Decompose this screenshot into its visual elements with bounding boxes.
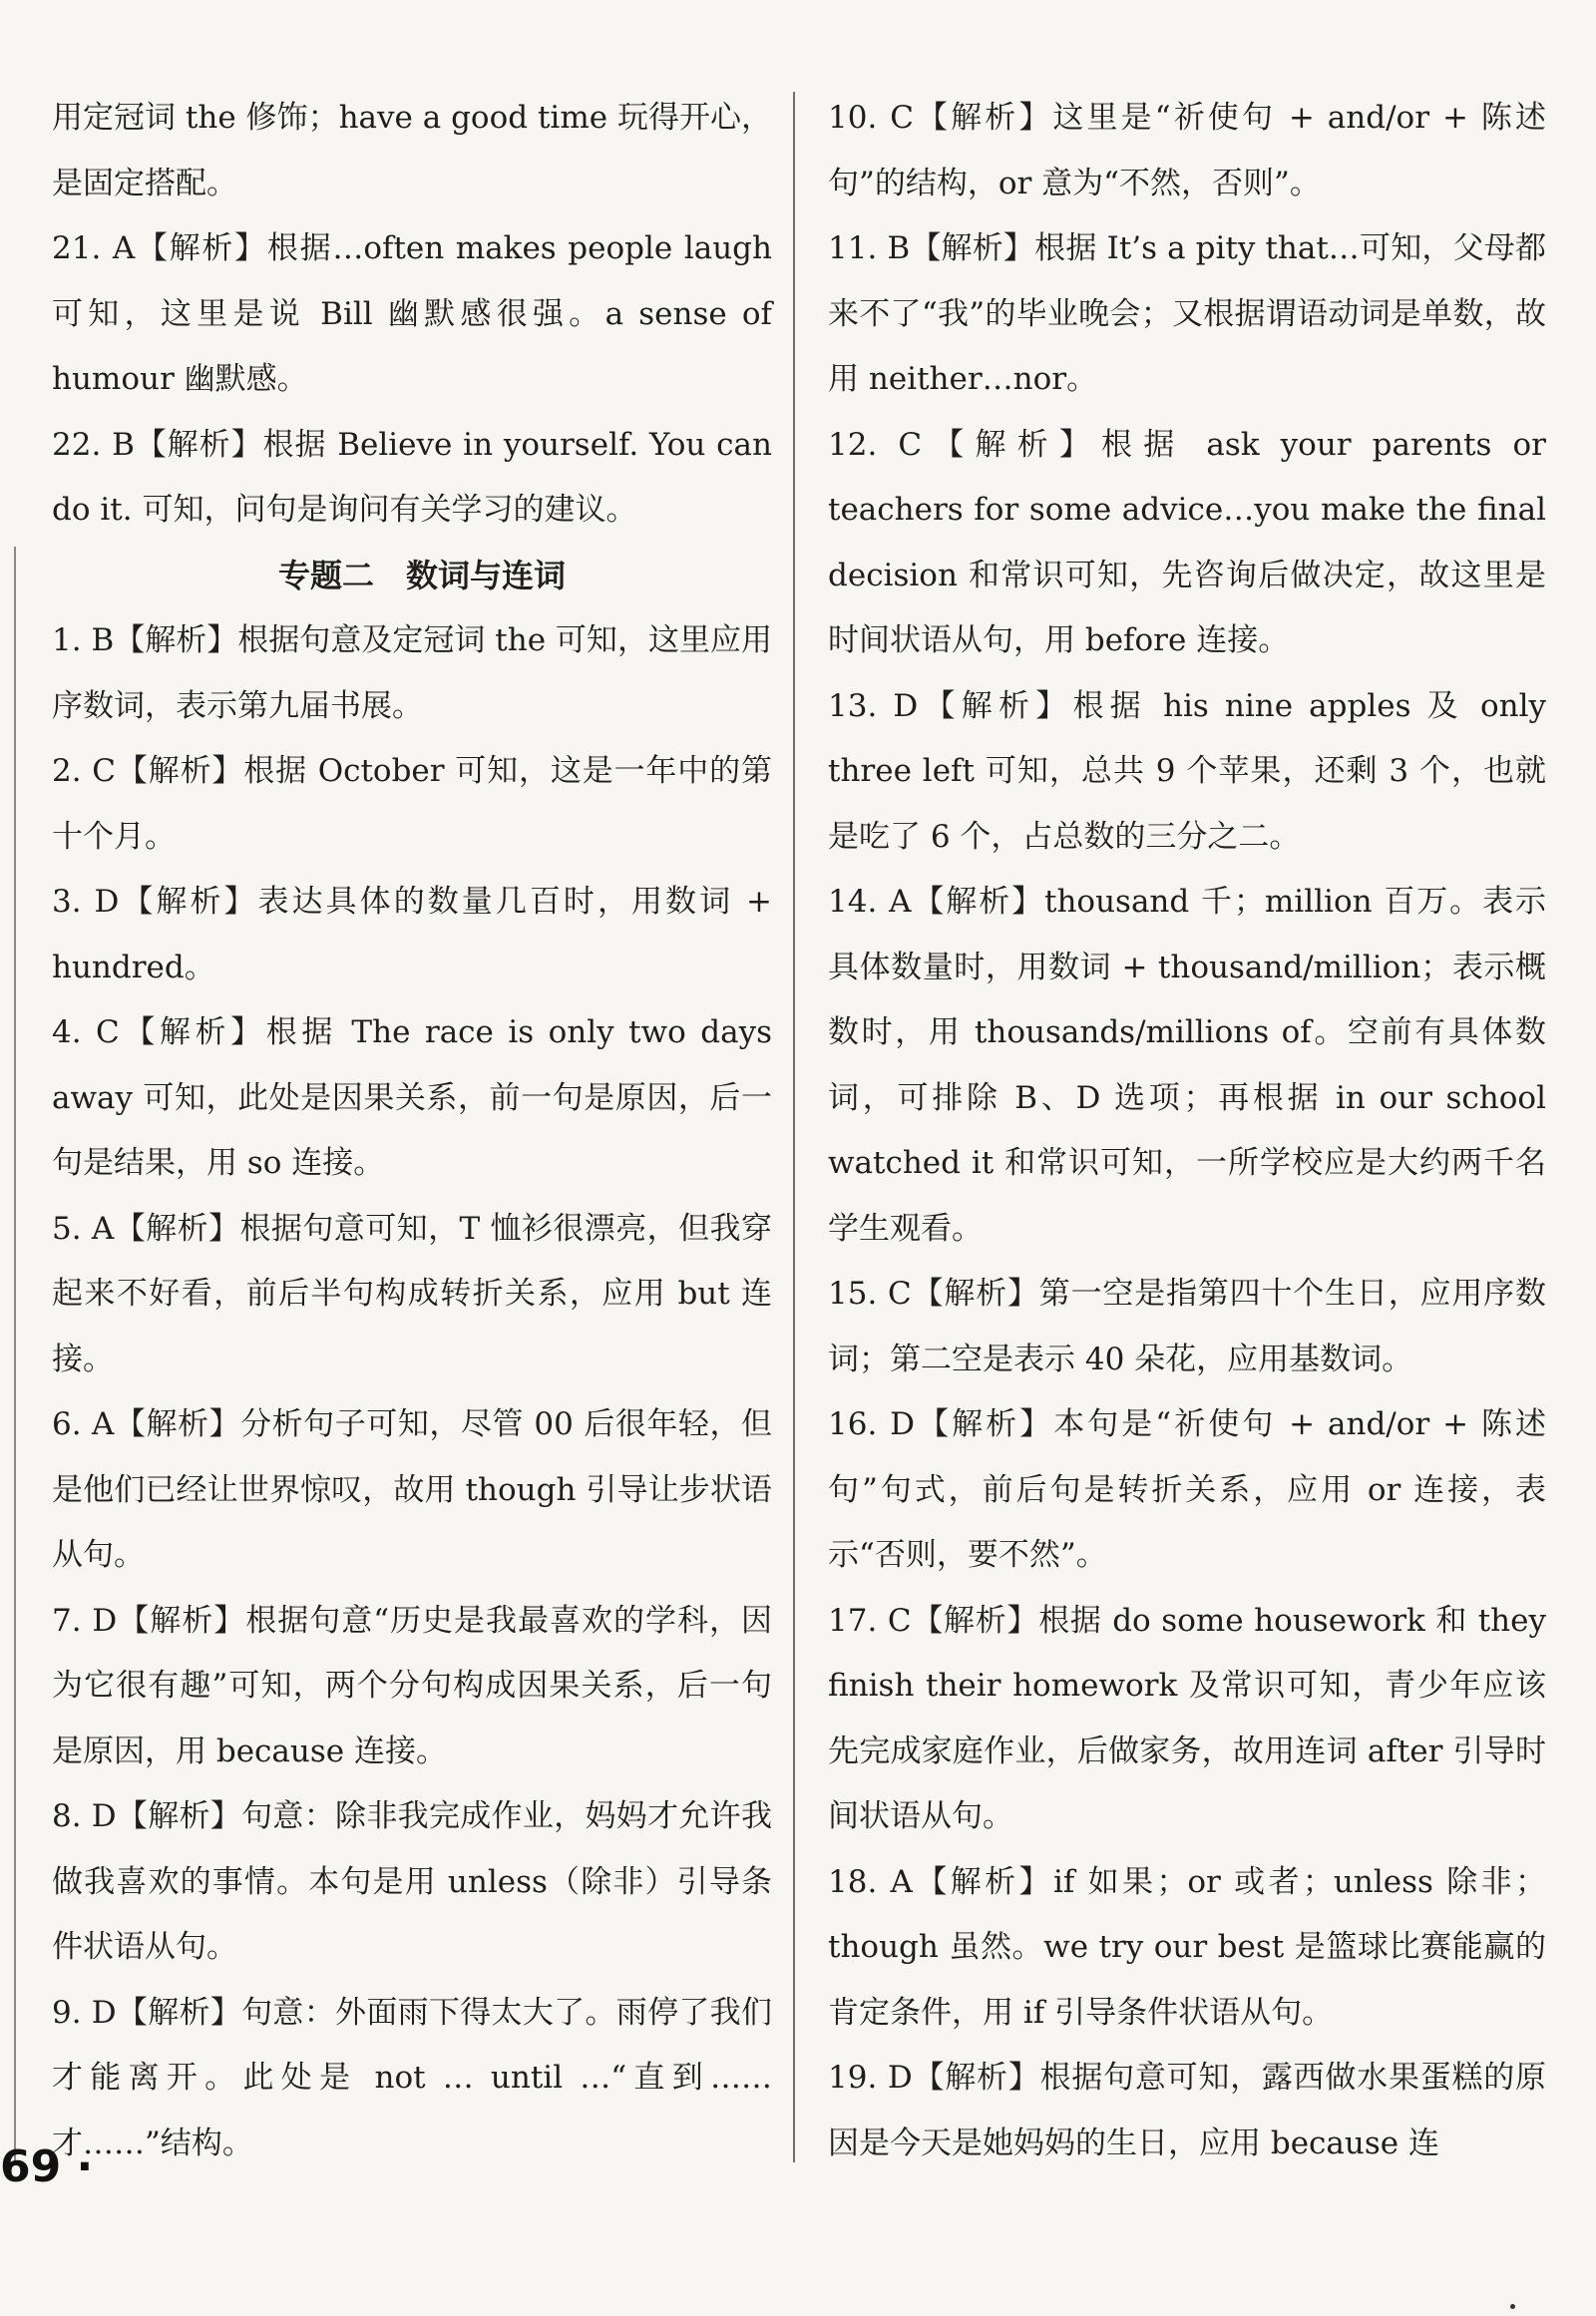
paragraph: 用定冠词 the 修饰；have a good time 玩得开心，是固定搭配。 <box>52 100 772 201</box>
answer-item: 11. B【解析】根据 It’s a pity that…可知，父母都来不了“我”的毕业晚会；又根据谓语动词是单数，故用 neither…nor。 <box>828 230 1546 397</box>
answer-item: 16. D【解析】本句是“祈使句 + and/or + 陈述句”句式，前后句是转折关系，应用 or 连接，表示“否则，要不然”。 <box>828 1406 1546 1573</box>
column-divider <box>793 92 795 2162</box>
answer-item: 4. C【解析】根据 The race is only two days away 可知，此处是因果关系，前一句是原因，后一句是结果，用 so 连接。 <box>52 1014 772 1181</box>
right-column <box>828 86 1546 2176</box>
answer-item: 14. A【解析】thousand 千；million 百万。表示具体数量时，用数词 + thousand/million；表示概数时，用 thousands/millions of。空前有具体数词，可排除 B、D 选项；再根据 in our school watched it 和常识可知，一所学校应是大约两千名学生观看。 <box>828 884 1546 1247</box>
corner-dot <box>1510 2304 1515 2309</box>
answer-item: 8. D【解析】句意：除非我完成作业，妈妈才允许我做我喜欢的事情。本句是用 unless（除非）引导条件状语从句。 <box>52 1798 772 1965</box>
paragraph: 21. A【解析】根据…often makes people laugh 可知，这里是说 Bill 幽默感很强。a sense of humour 幽默感。 <box>52 230 772 397</box>
answer-item: 19. D【解析】根据句意可知，露西做水果蛋糕的原因是今天是她妈妈的生日，应用 because 连 <box>828 2060 1546 2161</box>
answer-item: 1. B【解析】根据句意及定冠词 the 可知，这里应用序数词，表示第九届书展。 <box>52 622 772 724</box>
answer-item: 15. C【解析】第一空是指第四十个生日，应用序数词；第二空是表示 40 朵花，应用基数词。 <box>828 1276 1546 1377</box>
paragraph: 22. B【解析】根据 Believe in yourself. You can do it. 可知，问句是询问有关学习的建议。 <box>52 426 772 528</box>
answer-item: 13. D【解析】根据 his nine apples 及 only three left 可知，总共 9 个苹果，还剩 3 个，也就是吃了 6 个，占总数的三分之二。 <box>828 687 1546 855</box>
left-margin-rule <box>14 547 16 2162</box>
answer-item: 7. D【解析】根据句意“历史是我最喜欢的学科，因为它很有趣”可知，两个分句构成因果关系，后一句是原因，用 because 连接。 <box>52 1602 772 1769</box>
answer-item: 3. D【解析】表达具体的数量几百时，用数词 + hundred。 <box>52 884 772 985</box>
answer-item: 5. A【解析】根据句意可知，T 恤衫很漂亮，但我穿起来不好看，前后半句构成转折关系，应用 but 连接。 <box>52 1210 772 1377</box>
answer-item: 2. C【解析】根据 October 可知，这是一年中的第十个月。 <box>52 753 772 855</box>
section-title: 专题二 数词与连词 <box>277 556 566 594</box>
answer-item: 9. D【解析】句意：外面雨下得太大了。雨停了我们才能离开。此处是 not … until …“直到……才……”结构。 <box>52 1994 772 2161</box>
answer-item: 17. C【解析】根据 do some housework 和 they finish their homework 及常识可知，青少年应该先完成家庭作业，后做家务，故用连词 after 引导时间状语从句。 <box>828 1602 1546 1834</box>
page-number: 69 · <box>0 2141 94 2192</box>
left-column <box>52 86 772 2176</box>
answer-item: 18. A【解析】if 如果；or 或者；unless 除非；though 虽然。we try our best 是篮球比赛能赢的肯定条件，用 if 引导条件状语从句。 <box>828 1863 1546 2031</box>
answer-item: 12. C【解析】根据 ask your parents or teachers for some advice…you make the final decision 和常识可知，先咨询后做决定，故这里是时间状语从句，用 before 连接。 <box>828 426 1546 658</box>
answer-item: 10. C【解析】这里是“祈使句 + and/or + 陈述句”的结构，or 意为“不然，否则”。 <box>828 100 1546 201</box>
answer-item: 6. A【解析】分析句子可知，尽管 00 后很年轻，但是他们已经让世界惊叹，故用 though 引导让步状语从句。 <box>52 1406 772 1573</box>
